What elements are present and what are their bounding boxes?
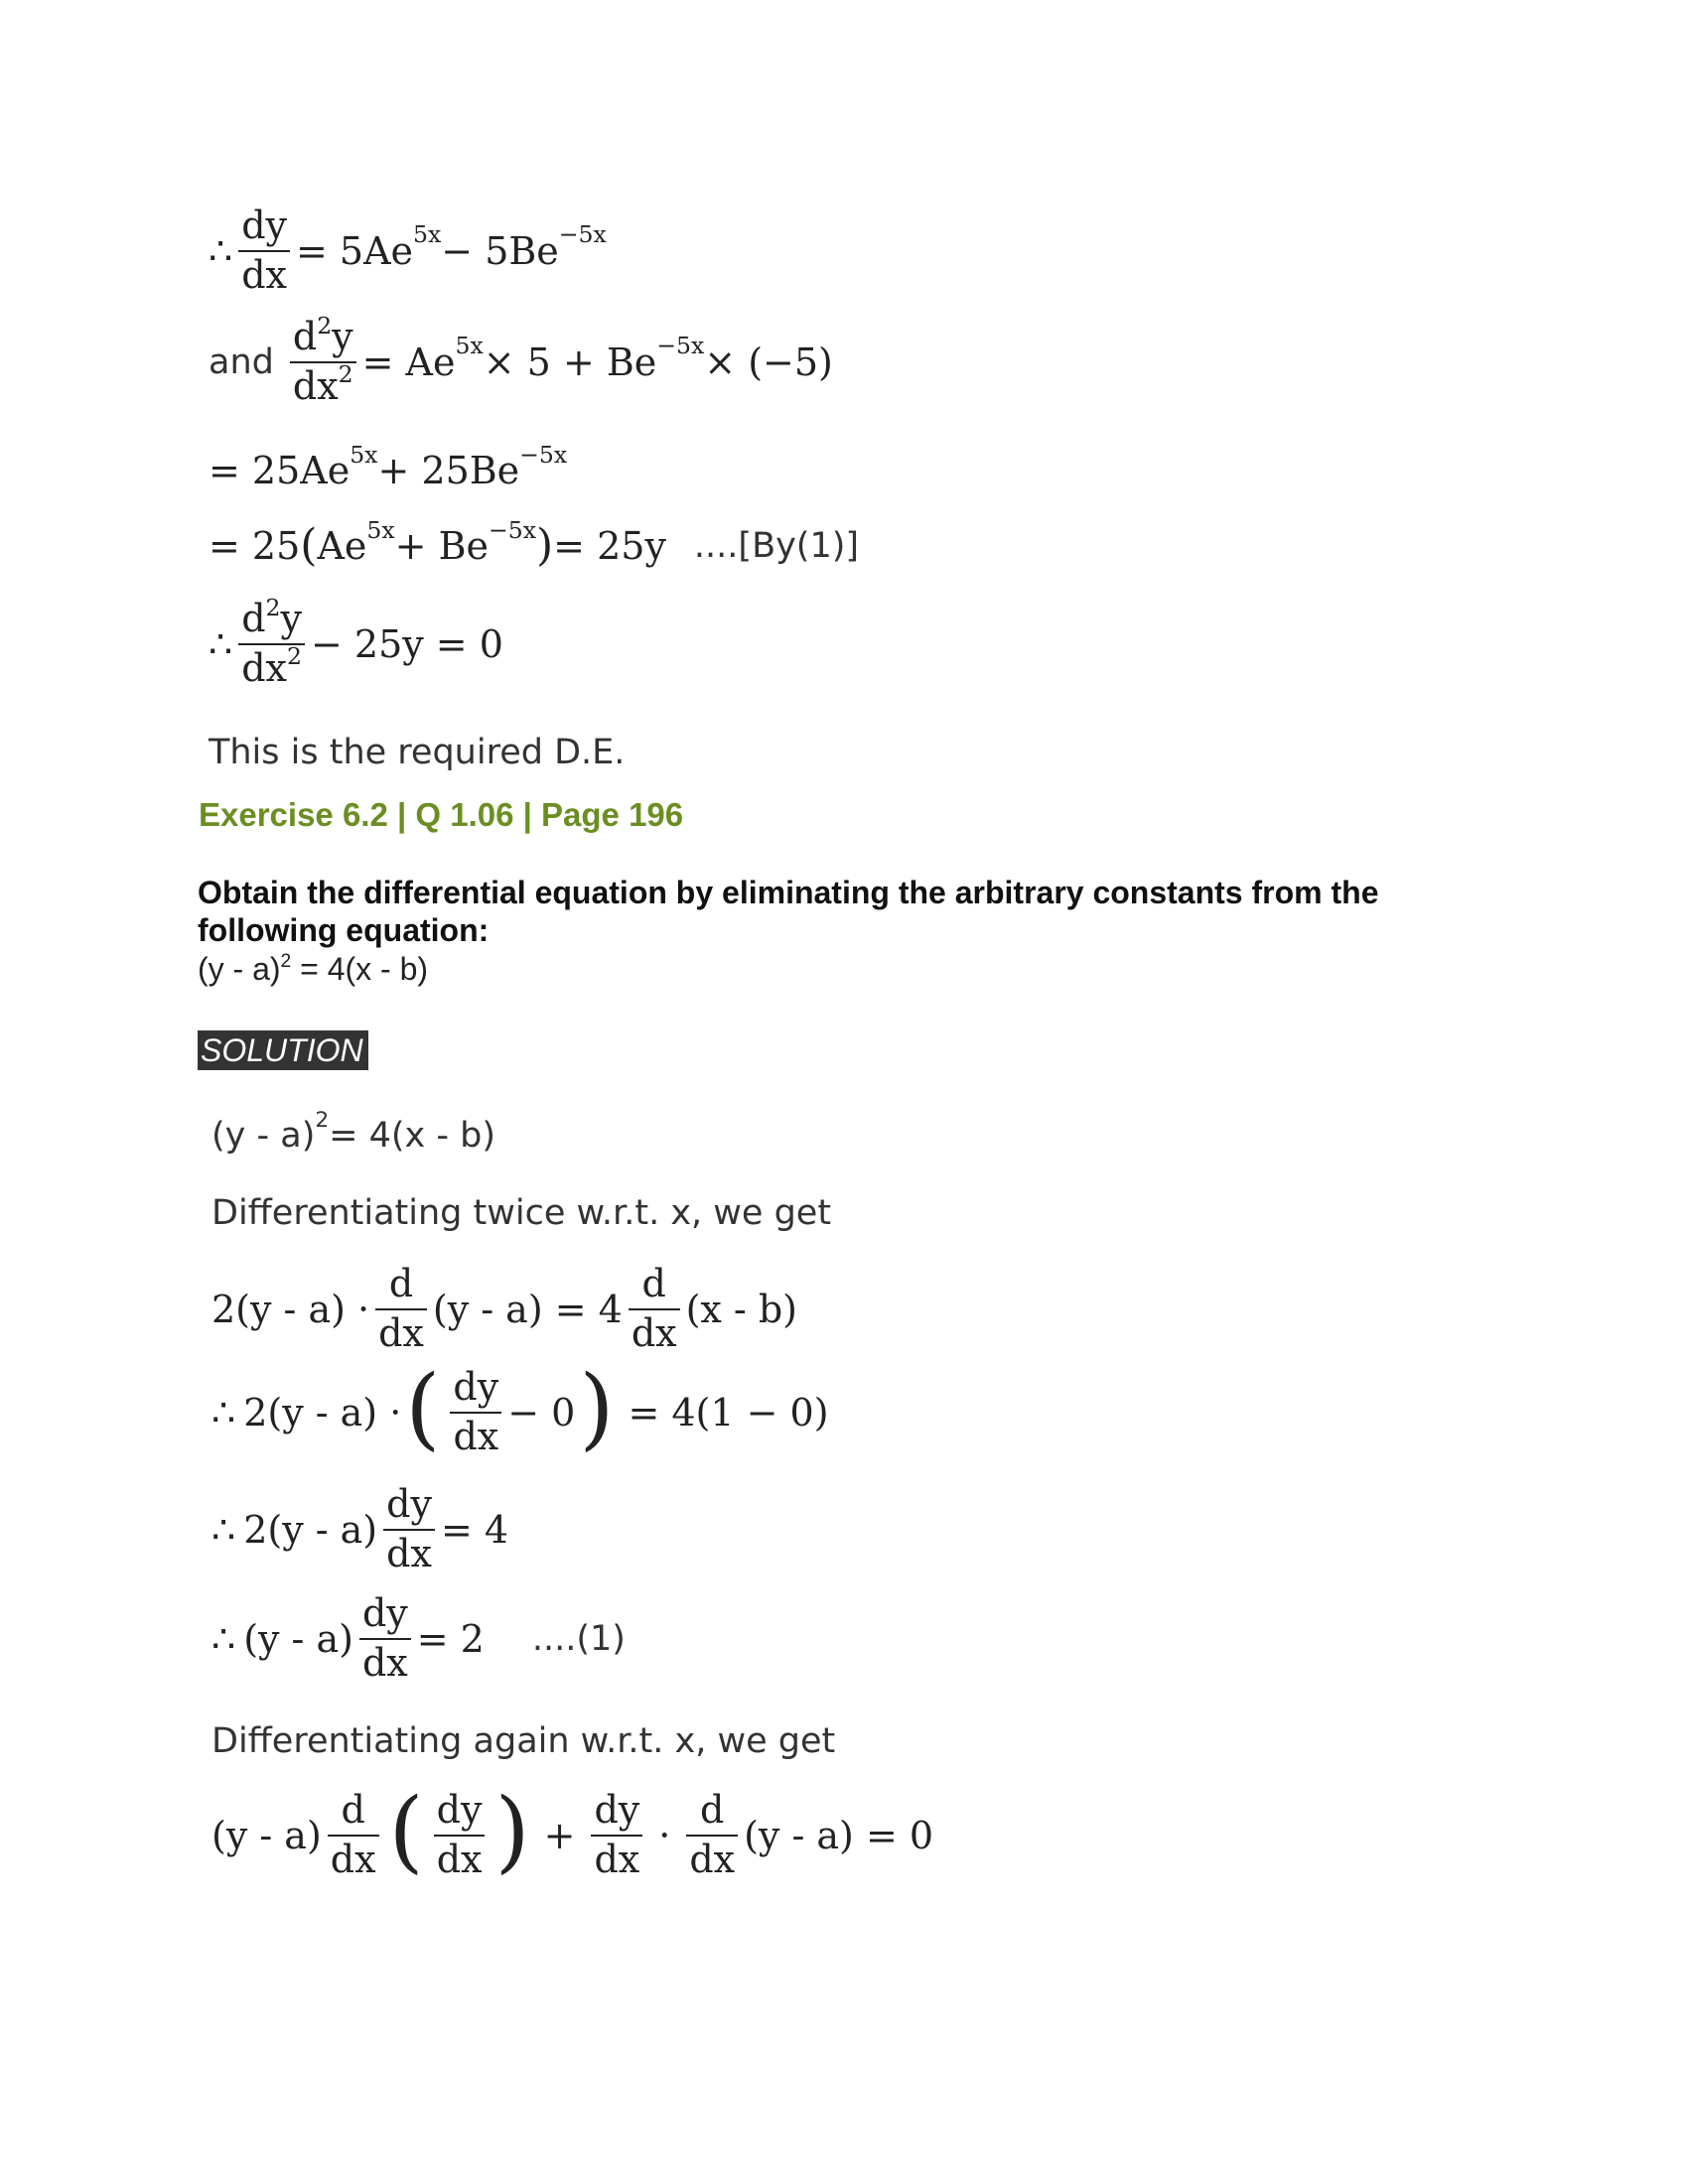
solution-given: (y - a) $^2$ = 4(x - b) (211, 1108, 496, 1156)
equation-reference: ....[By(1)] (693, 526, 860, 566)
therefore-symbol: ∴ (209, 621, 233, 666)
therefore-symbol: ∴ (209, 228, 233, 273)
step-dy-dx: ∴ $\frac{dy}{dx}$ = 5Ae $^{5x}$ − 5Be $^{-5x}$ (209, 204, 607, 297)
exercise-heading[interactable]: Exercise 6.2 | Q 1.06 | Page 196 (199, 796, 684, 833)
step-simplify: = 25Ae $^{5x}$ + 25Be $^{-5x}$ (209, 440, 568, 492)
fraction-d-dx: $\frac{d}{dx}$ (328, 1791, 379, 1880)
solution-step-2: ∴ 2(y - a) · ( $\frac{dy}{dx}$ − 0 ) = 4(1 − 0) (211, 1356, 829, 1460)
solution-instruction-2: Differentiating again w.r.t. x, we get (211, 1721, 836, 1761)
fraction-dy-dx: $\frac{dy}{dx}$ (450, 1368, 501, 1457)
step-factor: = 25 ( Ae $^{5x}$ + Be $^{-5x}$ ) = 25y ....[By(1)] (209, 515, 860, 571)
fraction-dy-dx: $\frac{dy}{dx}$ (238, 206, 290, 296)
fraction-d2y-dx2: $\frac{d^2y}{dx^2}$ (238, 600, 305, 689)
solution-label: SOLUTION (198, 1030, 368, 1070)
solution-step-4: ∴ (y - a) $\frac{dy}{dx}$ = 2 ....(1) (211, 1591, 626, 1685)
fraction-d-dx: $\frac{d}{dx}$ (375, 1265, 427, 1354)
step-second-derivative: and $\frac{d^2y}{dx^2}$ = Ae $^{5x}$ × 5 + Be $^{-5x}$ × (−5) (209, 311, 833, 408)
solution-instruction-1: Differentiating twice w.r.t. x, we get (211, 1193, 832, 1233)
equation-reference: ....(1) (531, 1618, 626, 1659)
solution-differentiate: 2(y - a) · $\frac{d}{dx}$ (y - a) = 4 $\frac{d}{dx}$ (x - b) (211, 1262, 797, 1355)
conclusion-text: This is the required D.E. (209, 733, 626, 772)
fraction-dy-dx: $\frac{dy}{dx}$ (359, 1594, 411, 1684)
solution-step-5: (y - a) $\frac{d}{dx}$ ( $\frac{dy}{dx}$ ) + $\frac{dy}{dx}$ · $\frac{d}{dx}$ (y - a) = 0 (211, 1779, 934, 1883)
fraction-dy-dx: $\frac{dy}{dx}$ (434, 1791, 486, 1880)
question-text: Obtain the differential equation by eliminating the arbitrary constants from the following equation: (198, 875, 1379, 948)
step-final-de: ∴ $\frac{d^2y}{dx^2}$ − 25y = 0 (209, 593, 503, 690)
given-equation: (y - a)$^2$ = 4(x - b) (198, 950, 429, 987)
fraction-d2y-dx2: $\frac{d^2y}{dx^2}$ (290, 318, 356, 407)
fraction-d-dx: $\frac{d}{dx}$ (629, 1265, 680, 1354)
fraction-dy-dx: $\frac{dy}{dx}$ (591, 1791, 642, 1880)
solution-step-3: ∴ 2(y - a) $\frac{dy}{dx}$ = 4 (211, 1482, 509, 1575)
fraction-dy-dx: $\frac{dy}{dx}$ (383, 1485, 435, 1574)
fraction-d-dx: $\frac{d}{dx}$ (686, 1791, 738, 1880)
